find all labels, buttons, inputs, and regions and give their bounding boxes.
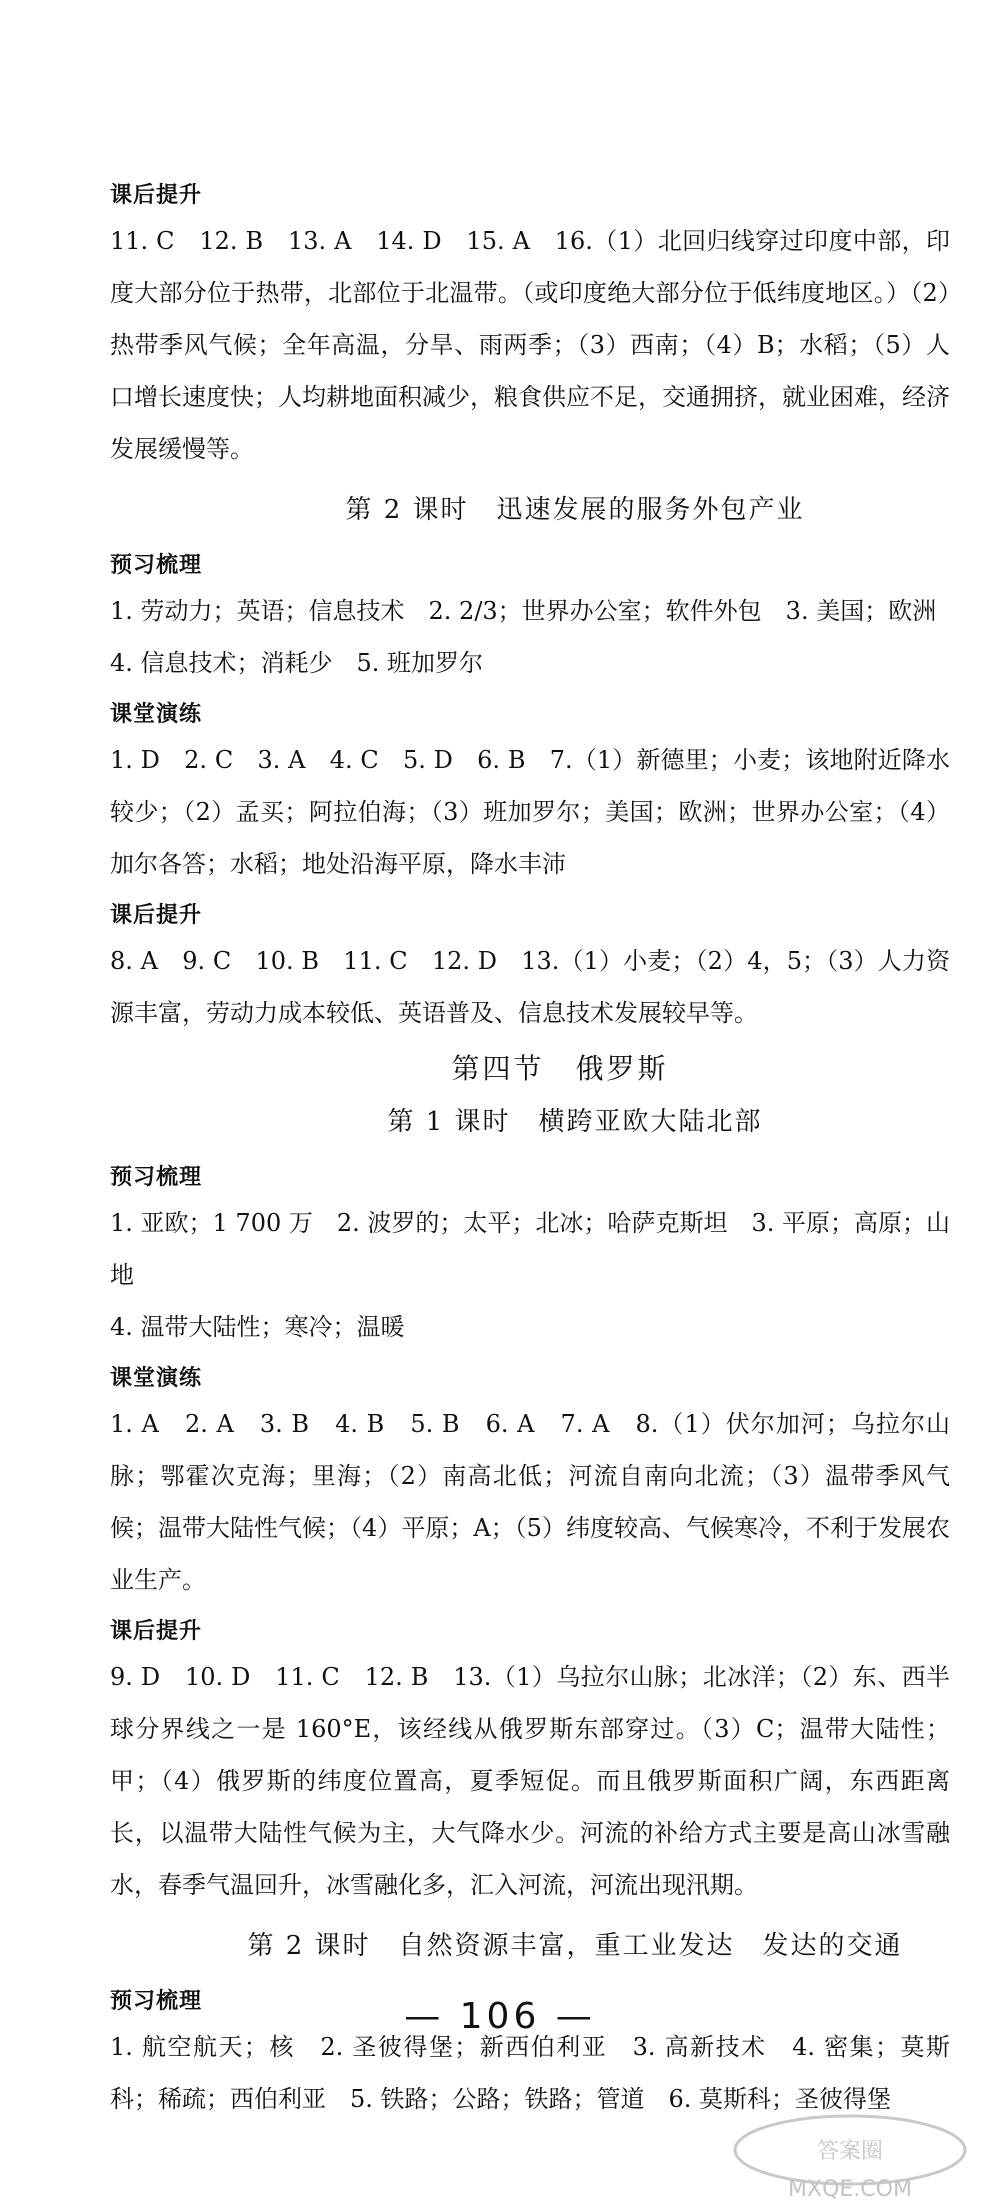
watermark-logo	[730, 2110, 970, 2200]
answer-paragraph: 8. A 9. C 10. B 11. C 12. D 13.（1）小麦；（2）4，5；（3）人力资源丰富，劳动力成本较低、英语普及、信息技术发展较早等。	[110, 947, 950, 1027]
section-label: 课后提升	[110, 903, 203, 928]
section-label: 课后提升	[110, 1619, 203, 1644]
answer-content	[110, 178, 950, 2133]
answer-paragraph: 4. 温带大陆性；寒冷；温暖	[110, 1313, 405, 1341]
section-heading: 第四节 俄罗斯	[451, 1052, 669, 1085]
answer-paragraph: 11. C 12. B 13. A 14. D 15. A 16.（1）北回归线穿过印度中部，印度大部分位于热带，北部位于北温带。（或印度绝大部分位于低纬度地区。）（2）热带季风气候；全年高温，分旱、雨两季；（3）西南；（4）B；水稻；（5）人口增长速度快；人均耕地面积减少，粮食供应不足，交通拥挤，就业困难，经济发展缓慢等。	[110, 227, 950, 463]
watermark-line2: MXQE.COM	[788, 2177, 912, 2200]
answer-paragraph: 9. D 10. D 11. C 12. B 13.（1）乌拉尔山脉；北冰洋；（2）东、西半球分界线之一是 160°E，该经线从俄罗斯东部穿过。（3）C；温带大陆性；甲；（4）俄罗斯的纬度位置高，夏季短促。而且俄罗斯面积广阔，东西距离长，以温带大陆性气候为主，大气降水少。河流的补给方式主要是高山冰雪融水，春季气温回升，冰雪融化多，汇入河流，河流出现汛期。	[110, 1663, 950, 1899]
section-label: 预习梳理	[110, 1165, 203, 1190]
section-label: 预习梳理	[110, 553, 203, 578]
section-label: 课堂演练	[110, 702, 203, 727]
answer-paragraph: 4. 信息技术；消耗少 5. 班加罗尔	[110, 649, 484, 677]
answer-paragraph: 1. 劳动力；英语；信息技术 2. 2/3；世界办公室；软件外包 3. 美国；欧洲	[110, 597, 937, 625]
section-label: 课堂演练	[110, 1366, 203, 1391]
answer-paragraph: 1. D 2. C 3. A 4. C 5. D 6. B 7.（1）新德里；小麦；该地附近降水较少；（2）孟买；阿拉伯海；（3）班加罗尔；美国；欧洲；世界办公室；（4）加尔各答；水稻；地处沿海平原，降水丰沛	[110, 746, 950, 878]
lesson-heading: 第 2 课时 自然资源丰富，重工业发达 发达的交通	[247, 1931, 903, 1961]
lesson-heading: 第 1 课时 横跨亚欧大陆北部	[387, 1107, 763, 1137]
page-number: — 106 —	[404, 1996, 596, 2037]
answer-paragraph: 1. 亚欧；1 700 万 2. 波罗的；太平；北冰；哈萨克斯坦 3. 平原；高原；山地	[110, 1209, 950, 1289]
section-label: 课后提升	[110, 183, 203, 208]
section-label: 预习梳理	[110, 1989, 203, 2014]
answer-paragraph: 1. 航空航天；核 2. 圣彼得堡；新西伯利亚 3. 高新技术 4. 密集；莫斯科；稀疏；西伯利亚 5. 铁路；公路；铁路；管道 6. 莫斯科；圣彼得堡	[110, 2033, 950, 2113]
lesson-heading: 第 2 课时 迅速发展的服务外包产业	[345, 495, 805, 525]
answer-paragraph: 1. A 2. A 3. B 4. B 5. B 6. A 7. A 8.（1）伏尔加河；乌拉尔山脉；鄂霍次克海；里海；（2）南高北低；河流自南向北流；（3）温带季风气候；温带大陆性气候；（4）平原；A；（5）纬度较高、气候寒冷，不利于发展农业生产。	[110, 1410, 950, 1594]
watermark-line1: 答案圈	[816, 2139, 884, 2164]
